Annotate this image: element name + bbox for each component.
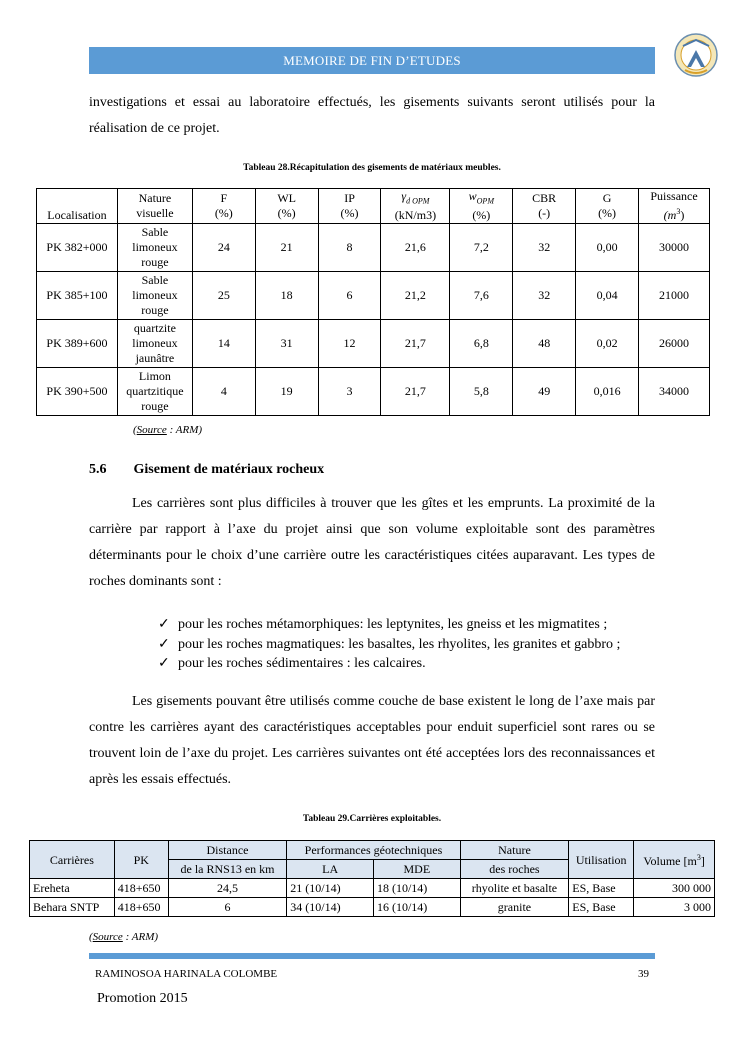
cell-wl: 21 [255, 224, 318, 272]
footer-promotion: Promotion 2015 [97, 991, 188, 1006]
cell-volume: 3 000 [634, 898, 715, 917]
table28-header-gamma: $\gamma_{d OPM}$ (kN/m3) [381, 189, 450, 224]
cell-gamma: 21,6 [381, 224, 450, 272]
cell-carriere: Ereheta [30, 879, 115, 898]
cell-wl: 19 [255, 368, 318, 416]
checkmark-icon: ✓ [158, 656, 170, 671]
cell-f: 14 [192, 320, 255, 368]
table28-header-ip: IP (%) [318, 189, 381, 224]
table-row [37, 320, 710, 368]
table29-header-mde: MDE [373, 860, 460, 879]
cell-cbr: 48 [513, 320, 576, 368]
cell-utilisation: ES, Base [569, 898, 634, 917]
table28-header-cbr: CBR (-) [513, 189, 576, 224]
cell-la: 21 (10/14) [287, 879, 374, 898]
cell-g: 0,016 [576, 368, 639, 416]
cell-f: 25 [192, 272, 255, 320]
paragraph-2-text: Les gisements pouvant être utilisés comme couche de base existent le long de l’axe mais par contre les carrières ayant des caractéristiques acceptables pour enduit superficiel sont rares ou se trouvent loin de l’axe du projet. Les carrières suivantes ont été acceptées lors des reconnaissances et après les essais effectués. [89, 694, 655, 787]
cell-utilisation: ES, Base [569, 879, 634, 898]
table28-header-g: G (%) [576, 189, 639, 224]
cell-mde: 18 (10/14) [373, 879, 460, 898]
page-header-title: MEMOIRE DE FIN D’ETUDES [89, 47, 655, 74]
cell-puissance: 21000 [639, 272, 710, 320]
cell-gamma: 21,7 [381, 368, 450, 416]
list-item: ✓ pour les roches métamorphiques: les leptynites, les gneiss et les migmatites ; [158, 615, 620, 635]
cell-f: 24 [192, 224, 255, 272]
cell-cbr: 49 [513, 368, 576, 416]
table29-header-performances: Performances géotechniques [287, 841, 460, 860]
table29-header-utilisation: Utilisation [569, 841, 634, 879]
table29-header-row [30, 841, 715, 860]
checkmark-icon: ✓ [158, 617, 170, 632]
table-row [37, 224, 710, 272]
table29-header-distance-sub: de la RNS13 en km [168, 860, 287, 879]
cell-localisation: PK 389+600 [37, 320, 118, 368]
cell-g: 0,00 [576, 224, 639, 272]
cell-distance: 24,5 [168, 879, 287, 898]
university-logo-icon [673, 32, 719, 78]
footer-author: RAMINOSOA HARINALA COLOMBE [95, 968, 278, 980]
table29 [29, 840, 715, 917]
cell-volume: 300 000 [634, 879, 715, 898]
table-row [30, 898, 715, 917]
cell-ip: 6 [318, 272, 381, 320]
paragraph-2 [89, 689, 655, 793]
cell-gamma: 21,2 [381, 272, 450, 320]
cell-localisation: PK 390+500 [37, 368, 118, 416]
cell-g: 0,04 [576, 272, 639, 320]
table29-header-carrieres: Carrières [30, 841, 115, 879]
cell-ip: 12 [318, 320, 381, 368]
cell-puissance: 34000 [639, 368, 710, 416]
table29-header-pk: PK [114, 841, 168, 879]
table29-header-nature-sub: des roches [460, 860, 569, 879]
cell-pk: 418+650 [114, 898, 168, 917]
cell-ip: 8 [318, 224, 381, 272]
table28 [36, 188, 710, 416]
table-row [30, 879, 715, 898]
cell-carriere: Behara SNTP [30, 898, 115, 917]
table29-caption: Tableau 29.Carrières exploitables. [302, 814, 442, 824]
cell-nature: Sable limoneux rouge [117, 272, 192, 320]
cell-distance: 6 [168, 898, 287, 917]
table28-header-f: F (%) [192, 189, 255, 224]
list-item: ✓ pour les roches magmatiques: les basaltes, les rhyolites, les granites et gabbro ; [158, 635, 620, 655]
intro-paragraph [89, 90, 655, 142]
cell-w: 6,8 [450, 320, 513, 368]
intro-text: investigations et essai au laboratoire effectués, les gisements suivants seront utilisés pour la réalisation de ce projet. [89, 95, 655, 136]
cell-nature: Limon quartzitique rouge [117, 368, 192, 416]
cell-g: 0,02 [576, 320, 639, 368]
paragraph-1-text: Les carrières sont plus difficiles à trouver que les gîtes et les emprunts. La proximité de la carrière par rapport à l’axe du projet ainsi que son volume exploitable sont des paramètres déterminants pour le choix d’une carrière outre les caractéristiques citées auparavant. Les types de roches dominants sont : [89, 496, 655, 589]
table29-header-nature: Nature [460, 841, 569, 860]
cell-mde: 16 (10/14) [373, 898, 460, 917]
table28-header-row [37, 189, 710, 224]
cell-w: 5,8 [450, 368, 513, 416]
cell-gamma: 21,7 [381, 320, 450, 368]
cell-w: 7,2 [450, 224, 513, 272]
table28-header-w: $w_{OPM}$ (%) [450, 189, 513, 224]
page-number: 39 [638, 968, 649, 980]
cell-nature: Sable limoneux rouge [117, 224, 192, 272]
rock-types-list [158, 615, 620, 674]
cell-la: 34 (10/14) [287, 898, 374, 917]
paragraph-1 [89, 491, 655, 595]
cell-nature: granite [460, 898, 569, 917]
cell-puissance: 30000 [639, 224, 710, 272]
table28-header-puissance: Puissance $(m^3)$ [639, 189, 710, 224]
cell-cbr: 32 [513, 272, 576, 320]
cell-wl: 18 [255, 272, 318, 320]
section-heading [89, 462, 324, 478]
table-row [37, 368, 710, 416]
table28-header-localisation: Localisation [37, 189, 118, 224]
cell-nature: rhyolite et basalte [460, 879, 569, 898]
table29-source: (Source : ARM) [89, 931, 159, 943]
cell-localisation: PK 382+000 [37, 224, 118, 272]
cell-ip: 3 [318, 368, 381, 416]
cell-puissance: 26000 [639, 320, 710, 368]
table29-header-la: LA [287, 860, 374, 879]
footer-divider [89, 953, 655, 959]
cell-nature: quartzite limoneux jaunâtre [117, 320, 192, 368]
table28-header-nature: Nature visuelle [117, 189, 192, 224]
cell-pk: 418+650 [114, 879, 168, 898]
cell-cbr: 32 [513, 224, 576, 272]
table28-source: (Source : ARM) [133, 424, 203, 436]
list-item: ✓ pour les roches sédimentaires : les calcaires. [158, 654, 620, 674]
table29-header-volume: Volume $[m^3]$ [634, 841, 715, 879]
table28-header-wl: WL (%) [255, 189, 318, 224]
section-number: 5.6 [89, 462, 107, 477]
table28-caption: Tableau 28.Récapitulation des gisements de matériaux meubles. [243, 163, 501, 173]
cell-f: 4 [192, 368, 255, 416]
table-row [37, 272, 710, 320]
section-title: Gisement de matériaux rocheux [133, 462, 325, 477]
cell-w: 7,6 [450, 272, 513, 320]
table29-header-distance: Distance [168, 841, 287, 860]
cell-wl: 31 [255, 320, 318, 368]
cell-localisation: PK 385+100 [37, 272, 118, 320]
checkmark-icon: ✓ [158, 636, 170, 652]
